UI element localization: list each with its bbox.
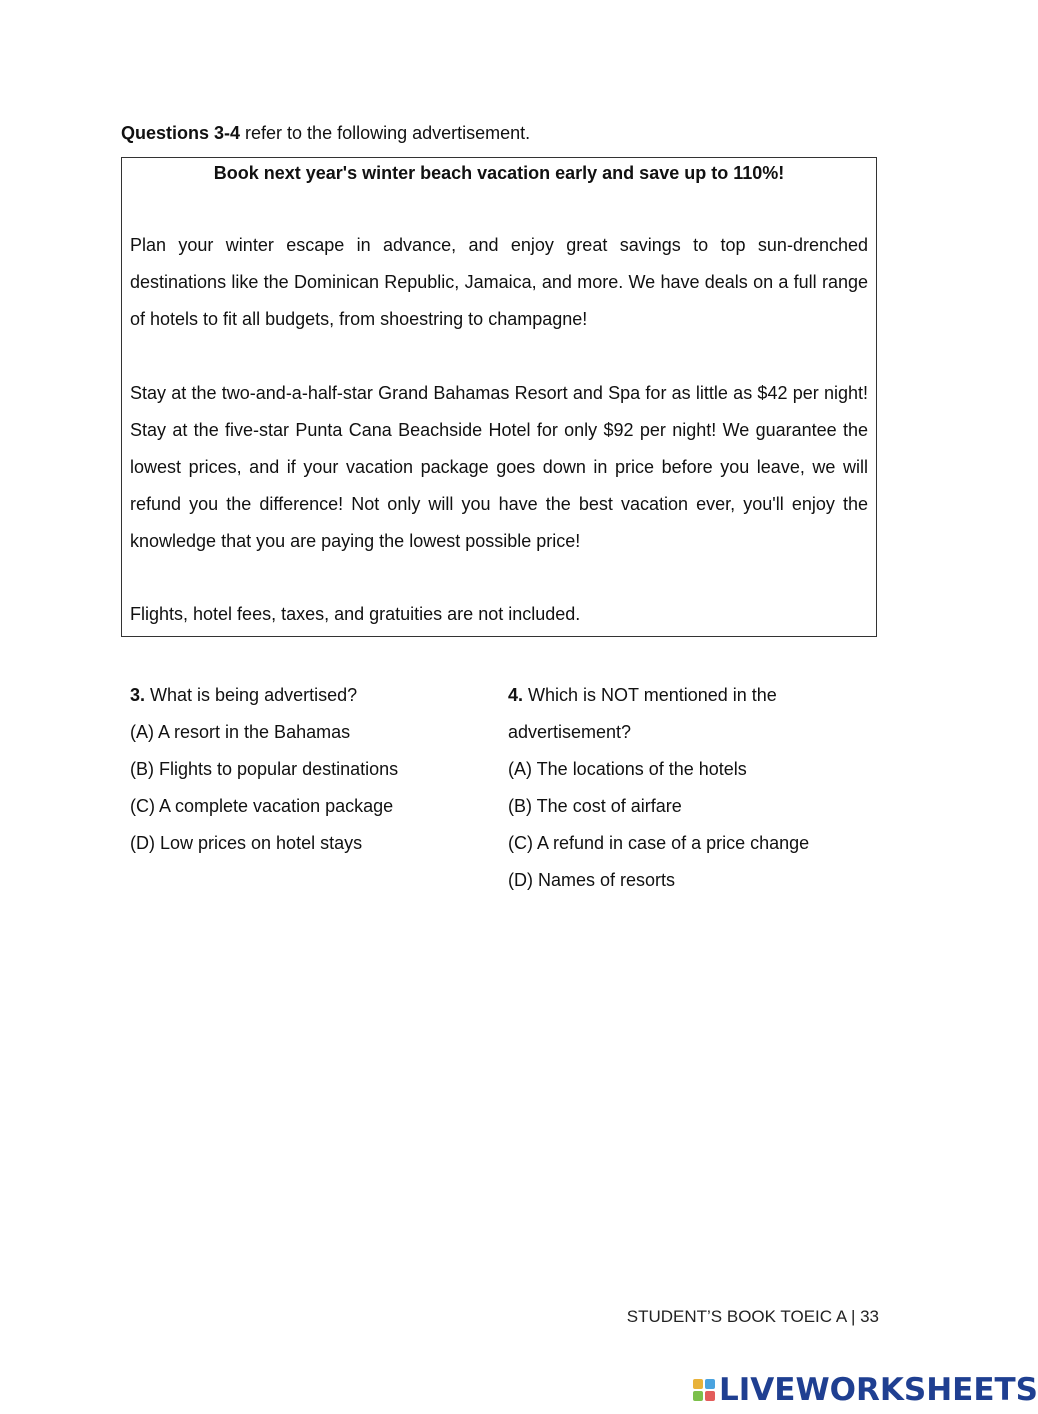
question-3-stem bbox=[130, 677, 490, 714]
question-4 bbox=[508, 677, 868, 899]
ad-paragraph-2: Stay at the two-and-a-half-star Grand Bahamas Resort and Spa for as little as $42 per night! Stay at the five-star Punta Cana Beachside Hotel for only $92 per night! We guarantee the lowest prices, and if your vacation package goes down in price before you leave, we will refund you the difference! Not only will you have the best vacation ever, you'll enjoy the knowledge that you are paying the lowest possible price! bbox=[130, 383, 868, 551]
q4-option-b[interactable]: (B) The cost of airfare bbox=[508, 796, 682, 816]
question-4-text: Which is NOT mentioned in the bbox=[523, 685, 777, 705]
question-3-number: 3. bbox=[130, 685, 146, 705]
question-4-text-cont: advertisement? bbox=[508, 722, 632, 742]
q4-option-d[interactable]: (D) Names of resorts bbox=[508, 870, 676, 890]
questions-intro bbox=[121, 121, 530, 145]
q4-option-a[interactable]: (A) The locations of the hotels bbox=[508, 759, 747, 779]
q4-option-c[interactable]: (C) A refund in case of a price change bbox=[508, 833, 810, 853]
questions-range: Questions 3-4 bbox=[121, 123, 241, 143]
intro-text: refer to the following advertisement. bbox=[240, 123, 531, 143]
question-4-number: 4. bbox=[508, 685, 524, 705]
q3-option-c[interactable]: (C) A complete vacation package bbox=[130, 796, 394, 816]
icon-square-3 bbox=[693, 1391, 703, 1401]
q3-option-b[interactable]: (B) Flights to popular destinations bbox=[130, 759, 399, 779]
advertisement-box bbox=[121, 157, 877, 637]
ad-paragraph-3: Flights, hotel fees, taxes, and gratuities are not included. bbox=[130, 604, 581, 624]
ad-paragraph-1: Plan your winter escape in advance, and enjoy great savings to top sun-drenched destinations like the Dominican Republic, Jamaica, and more. We have deals on a full range of hotels to fit all budgets, from shoestring to champagne! bbox=[130, 235, 868, 329]
question-3 bbox=[130, 677, 490, 862]
liveworksheets-icon bbox=[693, 1379, 715, 1401]
liveworksheets-wordmark: LIVEWORKSHEETS bbox=[719, 1372, 1038, 1408]
question-3-text: What is being advertised? bbox=[145, 685, 358, 705]
q3-option-d[interactable]: (D) Low prices on hotel stays bbox=[130, 833, 363, 853]
question-4-stem bbox=[508, 677, 868, 714]
page-footer: STUDENT’S BOOK TOEIC A | 33 bbox=[626, 1307, 879, 1326]
icon-square-2 bbox=[705, 1379, 715, 1389]
q3-option-a[interactable]: (A) A resort in the Bahamas bbox=[130, 722, 351, 742]
icon-square-4 bbox=[705, 1391, 715, 1401]
icon-square-1 bbox=[693, 1379, 703, 1389]
liveworksheets-logo[interactable] bbox=[693, 1372, 1038, 1408]
ad-title: Book next year's winter beach vacation early and save up to 110%! bbox=[213, 163, 785, 183]
